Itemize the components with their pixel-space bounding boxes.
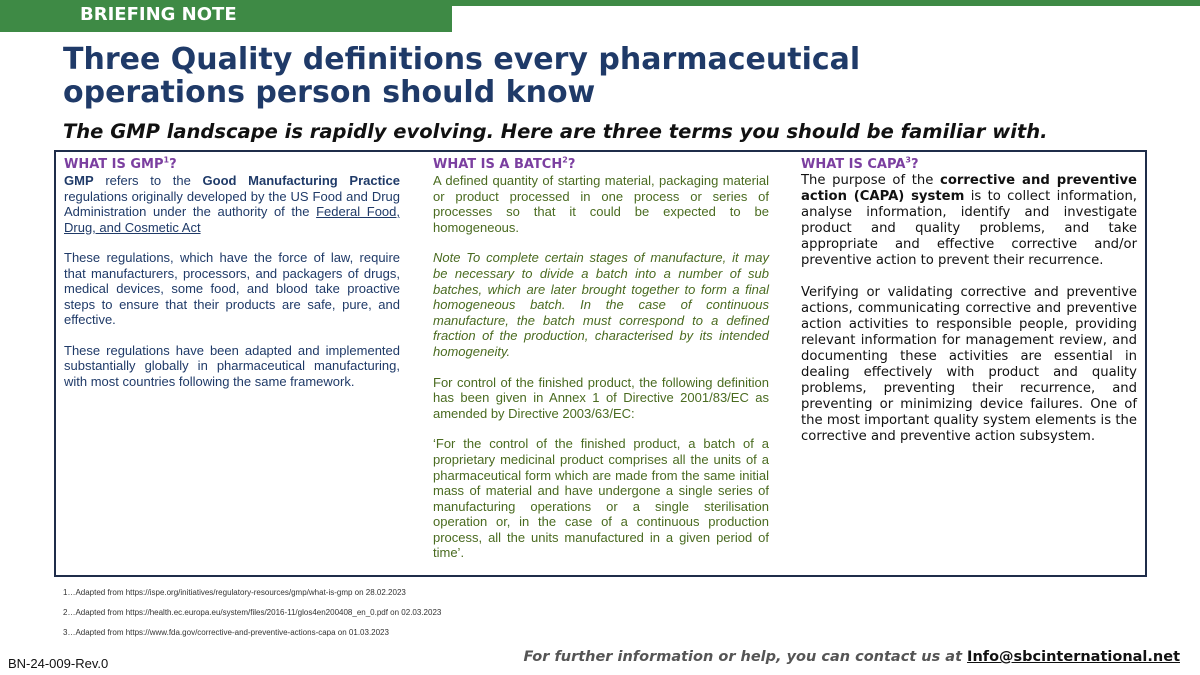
- document-id: BN-24-009-Rev.0: [8, 656, 109, 671]
- footnote-1: 1…Adapted from https://ispe.org/initiatives/regulatory-resources/gmp/what-is-gmp on 28.02.2023: [63, 588, 406, 597]
- contact-line: For further information or help, you can contact us at Info@sbcinternational.net: [523, 649, 1180, 665]
- footnote-3: 3…Adapted from https://www.fda.gov/corrective-and-preventive-actions-capa on 01.03.2023: [63, 628, 389, 637]
- batch-column: [433, 157, 769, 576]
- capa-column: [801, 157, 1137, 461]
- batch-quote-paragraph: ‘For the control of the finished product, a batch of a proprietary medicinal product comprises all the units of a pharmaceutical form which are made from the same initial mass of material and have undergone a single series of manufacturing operations or a single sterilisation operation or, in the case of a continuous production process, all the units manufactured in a given period of time’.: [433, 436, 769, 561]
- fdca-link[interactable]: Federal Food, Drug, and Cosmetic Act: [64, 204, 400, 235]
- contact-email-link[interactable]: Info@sbcinternational.net: [967, 649, 1180, 665]
- definitions-box: [54, 150, 1147, 577]
- gmp-heading: WHAT IS GMP$^1$?: [64, 155, 177, 172]
- briefing-note-banner: BRIEFING NOTE: [0, 0, 452, 32]
- batch-note-paragraph: Note To complete certain stages of manufacture, it may be necessary to divide a batch into a number of sub batches, which are later brought together to form a final homogeneous batch. In the case of continuous manufacture, the batch must correspond to a defined fraction of the production, characterised by its intended homogeneity.: [433, 250, 769, 359]
- batch-heading: WHAT IS A BATCH$^2$?: [433, 155, 576, 172]
- gmp-paragraph-1: GMP refers to the Good Manufacturing Practice regulations originally developed by the US Food and Drug Administration under the authority of the Federal Food, Drug, and Cosmetic Act: [64, 173, 400, 235]
- capa-heading: WHAT IS CAPA$^3$?: [801, 155, 919, 172]
- capa-paragraph-1: The purpose of the corrective and preventive action (CAPA) system is to collect information, analyse information, identify and investigate product and quality problems, and take appropriate and effective corrective and/or preventive action to prevent their recurrence.: [801, 173, 1137, 268]
- batch-paragraph-1: A defined quantity of starting material, packaging material or product processed in one process or series of processes so that it could be expected to be homogeneous.: [433, 173, 769, 235]
- gmp-column: [64, 157, 400, 404]
- page-title: Three Quality definitions every pharmaceutical operations person should know: [63, 42, 861, 110]
- gmp-paragraph-3: These regulations have been adapted and implemented substantially globally in pharmaceutical manufacturing, with most countries following the same framework.: [64, 342, 400, 389]
- batch-paragraph-3: For control of the finished product, the following definition has been given in Annex 1 of Directive 2001/83/EC as amended by Directive 2003/63/EC:: [433, 374, 769, 421]
- page-subtitle: The GMP landscape is rapidly evolving. Here are three terms you should be familiar with.: [63, 120, 1048, 143]
- gmp-paragraph-2: These regulations, which have the force of law, require that manufacturers, processors, and packagers of drugs, medical devices, some food, and blood take proactive steps to ensure that their products are safe, pure, and effective.: [64, 250, 400, 327]
- footnotes: [63, 588, 441, 648]
- capa-paragraph-2: Verifying or validating corrective and preventive actions, communicating corrective and preventive action activities to responsible people, providing relevant information for management review, and documenting these activities are essential in dealing effectively with product and quality problems, preventing their recurrence, and preventing or minimizing device failures. One of the most important quality system elements is the corrective and preventive action subsystem.: [801, 285, 1137, 444]
- footnote-2: 2…Adapted from https://health.ec.europa.eu/system/files/2016-11/glos4en200408_en_0.pdf on 02.03.2023: [63, 608, 442, 617]
